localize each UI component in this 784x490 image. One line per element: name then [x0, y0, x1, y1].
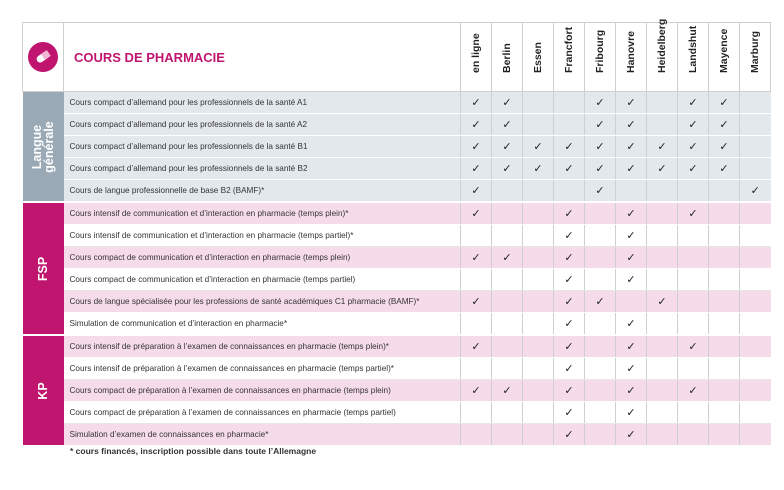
check-cell-essen	[523, 424, 554, 446]
check-cell-en-ligne: ✓	[461, 136, 492, 158]
check-cell-hanovre: ✓	[616, 402, 647, 424]
check-cell-berlin	[492, 225, 523, 247]
check-cell-fribourg	[585, 402, 616, 424]
check-cell-berlin	[492, 269, 523, 291]
check-cell-heidelberg	[647, 358, 678, 380]
check-cell-berlin	[492, 424, 523, 446]
check-cell-marburg	[740, 136, 771, 158]
check-cell-landshut: ✓	[678, 335, 709, 358]
table-row	[23, 358, 771, 380]
check-cell-landshut	[678, 358, 709, 380]
table-row	[23, 114, 771, 136]
check-cell-fribourg	[585, 424, 616, 446]
column-header-francfort: Francfort	[554, 23, 585, 92]
check-cell-heidelberg	[647, 269, 678, 291]
check-cell-mayence: ✓	[709, 158, 740, 180]
table-row	[23, 291, 771, 313]
check-cell-essen: ✓	[523, 136, 554, 158]
check-cell-francfort	[554, 180, 585, 203]
table-row	[23, 202, 771, 225]
check-cell-essen	[523, 114, 554, 136]
check-cell-hanovre: ✓	[616, 202, 647, 225]
check-cell-en-ligne: ✓	[461, 158, 492, 180]
check-cell-landshut: ✓	[678, 380, 709, 402]
table-row	[23, 380, 771, 402]
check-cell-fribourg	[585, 247, 616, 269]
course-name: Cours intensif de préparation à l’examen de connaissances en pharmacie (temps plein)*	[64, 335, 461, 358]
table-row	[23, 158, 771, 180]
check-cell-essen	[523, 313, 554, 336]
check-cell-essen	[523, 335, 554, 358]
check-cell-en-ligne: ✓	[461, 380, 492, 402]
check-cell-francfort: ✓	[554, 225, 585, 247]
table-row	[23, 424, 771, 446]
check-cell-marburg	[740, 402, 771, 424]
check-cell-heidelberg	[647, 180, 678, 203]
check-cell-fribourg: ✓	[585, 136, 616, 158]
check-cell-berlin	[492, 335, 523, 358]
check-cell-landshut	[678, 180, 709, 203]
course-name: Simulation de communication et d’interaction en pharmacie*	[64, 313, 461, 336]
course-table-container	[22, 18, 771, 446]
check-cell-heidelberg	[647, 114, 678, 136]
category-label-1	[23, 202, 64, 335]
check-cell-en-ligne: ✓	[461, 202, 492, 225]
course-name: Cours compact de communication et d’interaction en pharmacie (temps partiel)	[64, 269, 461, 291]
check-cell-essen	[523, 358, 554, 380]
check-cell-heidelberg: ✓	[647, 158, 678, 180]
check-cell-francfort: ✓	[554, 202, 585, 225]
check-cell-en-ligne	[461, 269, 492, 291]
check-cell-essen	[523, 291, 554, 313]
check-cell-francfort: ✓	[554, 269, 585, 291]
check-cell-francfort: ✓	[554, 424, 585, 446]
course-name: Cours de langue professionnelle de base B2 (BAMF)*	[64, 180, 461, 203]
logo-cell	[23, 23, 64, 92]
check-cell-heidelberg	[647, 335, 678, 358]
check-cell-landshut: ✓	[678, 158, 709, 180]
check-cell-heidelberg	[647, 402, 678, 424]
check-cell-heidelberg	[647, 424, 678, 446]
check-cell-mayence: ✓	[709, 114, 740, 136]
check-cell-marburg: ✓	[740, 180, 771, 203]
table-row	[23, 180, 771, 203]
check-cell-essen	[523, 402, 554, 424]
category-label-line1: KP	[36, 381, 50, 400]
check-cell-en-ligne	[461, 358, 492, 380]
check-cell-landshut	[678, 402, 709, 424]
check-cell-heidelberg: ✓	[647, 136, 678, 158]
check-cell-hanovre: ✓	[616, 424, 647, 446]
category-label-line2: générale	[42, 120, 56, 173]
course-table	[22, 18, 771, 446]
check-cell-essen	[523, 202, 554, 225]
check-cell-hanovre: ✓	[616, 269, 647, 291]
check-cell-fribourg: ✓	[585, 180, 616, 203]
course-name: Simulation d’examen de connaissances en pharmacie*	[64, 424, 461, 446]
check-cell-essen	[523, 92, 554, 114]
check-cell-en-ligne: ✓	[461, 335, 492, 358]
check-cell-francfort: ✓	[554, 358, 585, 380]
check-cell-landshut: ✓	[678, 202, 709, 225]
check-cell-heidelberg	[647, 92, 678, 114]
check-cell-en-ligne: ✓	[461, 114, 492, 136]
check-cell-landshut: ✓	[678, 92, 709, 114]
check-cell-hanovre: ✓	[616, 225, 647, 247]
check-cell-marburg	[740, 114, 771, 136]
check-cell-en-ligne	[461, 424, 492, 446]
check-cell-en-ligne	[461, 225, 492, 247]
check-cell-marburg	[740, 92, 771, 114]
course-name: Cours compact d’allemand pour les professionnels de la santé B2	[64, 158, 461, 180]
check-cell-marburg	[740, 380, 771, 402]
check-cell-mayence	[709, 313, 740, 336]
check-cell-mayence	[709, 247, 740, 269]
column-header-heidelberg: Heidelberg	[647, 23, 678, 92]
check-cell-mayence	[709, 424, 740, 446]
check-cell-essen	[523, 247, 554, 269]
table-row	[23, 269, 771, 291]
check-cell-mayence	[709, 358, 740, 380]
check-cell-francfort: ✓	[554, 402, 585, 424]
check-cell-marburg	[740, 335, 771, 358]
column-header-en-ligne: en ligne	[461, 23, 492, 92]
check-cell-berlin	[492, 291, 523, 313]
check-cell-fribourg	[585, 358, 616, 380]
check-cell-francfort	[554, 114, 585, 136]
check-cell-fribourg	[585, 202, 616, 225]
check-cell-marburg	[740, 269, 771, 291]
course-name: Cours intensif de communication et d’interaction en pharmacie (temps partiel)*	[64, 225, 461, 247]
check-cell-berlin: ✓	[492, 158, 523, 180]
table-row	[23, 335, 771, 358]
check-cell-berlin: ✓	[492, 247, 523, 269]
check-cell-fribourg	[585, 269, 616, 291]
column-header-mayence: Mayence	[709, 23, 740, 92]
check-cell-essen	[523, 269, 554, 291]
table-row	[23, 136, 771, 158]
check-cell-marburg	[740, 202, 771, 225]
column-header-fribourg: Fribourg	[585, 23, 616, 92]
check-cell-berlin	[492, 180, 523, 203]
check-cell-mayence	[709, 291, 740, 313]
check-cell-fribourg: ✓	[585, 158, 616, 180]
check-cell-hanovre: ✓	[616, 247, 647, 269]
pill-capsule-icon	[28, 42, 58, 72]
table-row	[23, 313, 771, 336]
check-cell-berlin	[492, 402, 523, 424]
check-cell-en-ligne	[461, 313, 492, 336]
category-label-line1: FSP	[36, 256, 50, 281]
check-cell-hanovre: ✓	[616, 158, 647, 180]
check-cell-mayence	[709, 202, 740, 225]
check-cell-mayence	[709, 402, 740, 424]
check-cell-fribourg: ✓	[585, 291, 616, 313]
check-cell-berlin	[492, 358, 523, 380]
check-cell-heidelberg	[647, 225, 678, 247]
check-cell-heidelberg	[647, 313, 678, 336]
header-row	[23, 23, 771, 92]
check-cell-francfort: ✓	[554, 136, 585, 158]
check-cell-mayence	[709, 180, 740, 203]
check-cell-essen	[523, 380, 554, 402]
check-cell-hanovre: ✓	[616, 313, 647, 336]
check-cell-hanovre	[616, 180, 647, 203]
category-label-2	[23, 335, 64, 446]
table-title: COURS DE PHARMACIE	[64, 23, 461, 92]
check-cell-marburg	[740, 424, 771, 446]
course-name: Cours compact d’allemand pour les professionnels de la santé A1	[64, 92, 461, 114]
check-cell-hanovre	[616, 291, 647, 313]
check-cell-heidelberg: ✓	[647, 291, 678, 313]
check-cell-berlin: ✓	[492, 114, 523, 136]
course-name: Cours compact de préparation à l’examen de connaissances en pharmacie (temps partiel)	[64, 402, 461, 424]
check-cell-hanovre: ✓	[616, 136, 647, 158]
column-header-landshut: Landshut	[678, 23, 709, 92]
course-name: Cours de langue spécialisée pour les professions de santé académiques C1 pharmacie (BAMF)*	[64, 291, 461, 313]
table-row	[23, 247, 771, 269]
check-cell-hanovre: ✓	[616, 114, 647, 136]
check-cell-essen	[523, 180, 554, 203]
check-cell-berlin	[492, 202, 523, 225]
check-cell-mayence: ✓	[709, 92, 740, 114]
check-cell-landshut: ✓	[678, 114, 709, 136]
check-cell-marburg	[740, 291, 771, 313]
check-cell-landshut: ✓	[678, 136, 709, 158]
table-body	[23, 92, 771, 446]
check-cell-heidelberg	[647, 247, 678, 269]
check-cell-landshut	[678, 269, 709, 291]
check-cell-marburg	[740, 358, 771, 380]
check-cell-mayence	[709, 380, 740, 402]
check-cell-marburg	[740, 313, 771, 336]
check-cell-en-ligne: ✓	[461, 92, 492, 114]
course-name: Cours intensif de communication et d’interaction en pharmacie (temps plein)*	[64, 202, 461, 225]
course-name: Cours compact de préparation à l’examen de connaissances en pharmacie (temps plein)	[64, 380, 461, 402]
check-cell-marburg	[740, 247, 771, 269]
check-cell-fribourg: ✓	[585, 92, 616, 114]
check-cell-mayence	[709, 335, 740, 358]
course-name: Cours compact d’allemand pour les professionnels de la santé A2	[64, 114, 461, 136]
course-name: Cours compact de communication et d’interaction en pharmacie (temps plein)	[64, 247, 461, 269]
table-row	[23, 225, 771, 247]
column-header-essen: Essen	[523, 23, 554, 92]
course-name: Cours intensif de préparation à l’examen de connaissances en pharmacie (temps partiel)*	[64, 358, 461, 380]
column-header-marburg: Marburg	[740, 23, 771, 92]
check-cell-berlin: ✓	[492, 92, 523, 114]
category-label-0	[23, 92, 64, 203]
check-cell-fribourg: ✓	[585, 114, 616, 136]
check-cell-francfort: ✓	[554, 313, 585, 336]
check-cell-mayence: ✓	[709, 136, 740, 158]
course-name: Cours compact d’allemand pour les professionnels de la santé B1	[64, 136, 461, 158]
check-cell-marburg	[740, 225, 771, 247]
check-cell-francfort: ✓	[554, 380, 585, 402]
check-cell-fribourg	[585, 335, 616, 358]
check-cell-francfort	[554, 92, 585, 114]
check-cell-heidelberg	[647, 202, 678, 225]
check-cell-landshut	[678, 424, 709, 446]
check-cell-en-ligne: ✓	[461, 291, 492, 313]
check-cell-hanovre: ✓	[616, 358, 647, 380]
check-cell-francfort: ✓	[554, 247, 585, 269]
check-cell-mayence	[709, 269, 740, 291]
check-cell-francfort: ✓	[554, 158, 585, 180]
check-cell-fribourg	[585, 380, 616, 402]
table-row	[23, 402, 771, 424]
check-cell-en-ligne: ✓	[461, 247, 492, 269]
check-cell-francfort: ✓	[554, 291, 585, 313]
check-cell-landshut	[678, 225, 709, 247]
check-cell-mayence	[709, 225, 740, 247]
column-header-hanovre: Hanovre	[616, 23, 647, 92]
check-cell-landshut	[678, 313, 709, 336]
check-cell-essen: ✓	[523, 158, 554, 180]
check-cell-francfort: ✓	[554, 335, 585, 358]
column-header-berlin: Berlin	[492, 23, 523, 92]
check-cell-fribourg	[585, 225, 616, 247]
check-cell-fribourg	[585, 313, 616, 336]
category-label-line1: Langue	[30, 124, 44, 169]
check-cell-hanovre: ✓	[616, 92, 647, 114]
check-cell-hanovre: ✓	[616, 335, 647, 358]
check-cell-marburg	[740, 158, 771, 180]
check-cell-en-ligne	[461, 402, 492, 424]
check-cell-en-ligne: ✓	[461, 180, 492, 203]
check-cell-essen	[523, 225, 554, 247]
check-cell-landshut	[678, 247, 709, 269]
check-cell-berlin: ✓	[492, 136, 523, 158]
check-cell-landshut	[678, 291, 709, 313]
check-cell-berlin	[492, 313, 523, 336]
check-cell-berlin: ✓	[492, 380, 523, 402]
footnote: * cours financés, inscription possible dans toute l’Allemagne	[70, 446, 317, 456]
check-cell-heidelberg	[647, 380, 678, 402]
check-cell-hanovre: ✓	[616, 380, 647, 402]
table-row	[23, 92, 771, 114]
